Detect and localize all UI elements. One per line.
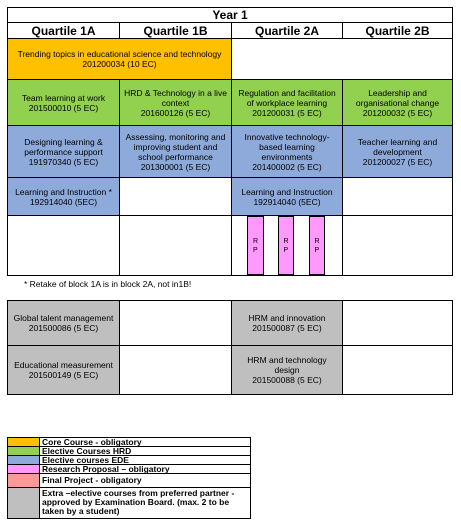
course-regulation: Regulation and facilitation of workplace learning 201200031 (5 EC) xyxy=(231,79,343,126)
legend-label-research: Research Proposal – obligatory xyxy=(39,464,251,474)
retake-note: * Retake of block 1A is in block 2A, not in1B! xyxy=(24,279,192,289)
course-team-learning: Team learning at work 201500010 (5 EC) xyxy=(7,79,120,126)
legend-label-extra: Extra –elective courses from preferred partner - approved by Examination Board. (max. 2 to be taken by a student) xyxy=(39,487,251,519)
empty-cell xyxy=(119,215,232,276)
course-leadership: Leadership and organisational change 201200032 (5 EC) xyxy=(342,79,453,126)
empty-cell xyxy=(342,215,453,276)
legend-label-hrd: Elective Courses HRD xyxy=(39,446,251,456)
quartile-1b-header: Quartile 1B xyxy=(119,22,232,39)
research-proposal-block: R P xyxy=(278,216,294,275)
research-proposal-block: R P xyxy=(247,216,264,275)
course-educational-measurement: Educational measurement 201500149 (5 EC) xyxy=(7,345,120,395)
legend-swatch-final xyxy=(7,473,40,488)
course-learning-instruction-2a: Learning and Instruction 192914040 (5EC) xyxy=(231,177,343,216)
empty-cell xyxy=(119,300,232,346)
course-trending-topics: Trending topics in educational science and technology 201200034 (10 EC) xyxy=(7,38,232,80)
course-hrd-technology: HRD & Technology in a live context 201600126 (5 EC) xyxy=(119,79,232,126)
quartile-2b-header: Quartile 2B xyxy=(342,22,453,39)
empty-cell xyxy=(7,215,120,276)
course-assessing: Assessing, monitoring and improving student and school performance 201300001 (5 EC) xyxy=(119,125,232,178)
year-header: Year 1 xyxy=(7,7,453,23)
legend-label-ede: Elective courses EDE xyxy=(39,455,251,465)
course-designing-learning: Designing learning & performance support 191970340 (5 EC) xyxy=(7,125,120,178)
empty-cell xyxy=(119,345,232,395)
empty-cell xyxy=(342,177,453,216)
course-hrm-technology: HRM and technology design 201500088 (5 EC) xyxy=(231,345,343,395)
quartile-2a-header: Quartile 2A xyxy=(231,22,343,39)
legend-label-final: Final Project - obligatory xyxy=(39,473,251,488)
legend-label-core: Core Course - obligatory xyxy=(39,437,251,447)
empty-cell xyxy=(231,38,453,80)
research-proposal-block: R P xyxy=(309,216,325,275)
empty-cell xyxy=(342,345,453,395)
empty-cell xyxy=(119,177,232,216)
course-teacher-learning: Teacher learning and development 201200027 (5 EC) xyxy=(342,125,453,178)
course-global-talent: Global talent management 201500086 (5 EC) xyxy=(7,300,120,346)
course-hrm-innovation: HRM and innovation 201500087 (5 EC) xyxy=(231,300,343,346)
quartile-1a-header: Quartile 1A xyxy=(7,22,120,39)
course-learning-instruction-1a: Learning and Instruction * 192914040 (5EC) xyxy=(7,177,120,216)
empty-cell xyxy=(342,300,453,346)
legend-swatch-extra xyxy=(7,487,40,519)
course-innovative-technology: Innovative technology-based learning environments 201400002 (5 EC) xyxy=(231,125,343,178)
